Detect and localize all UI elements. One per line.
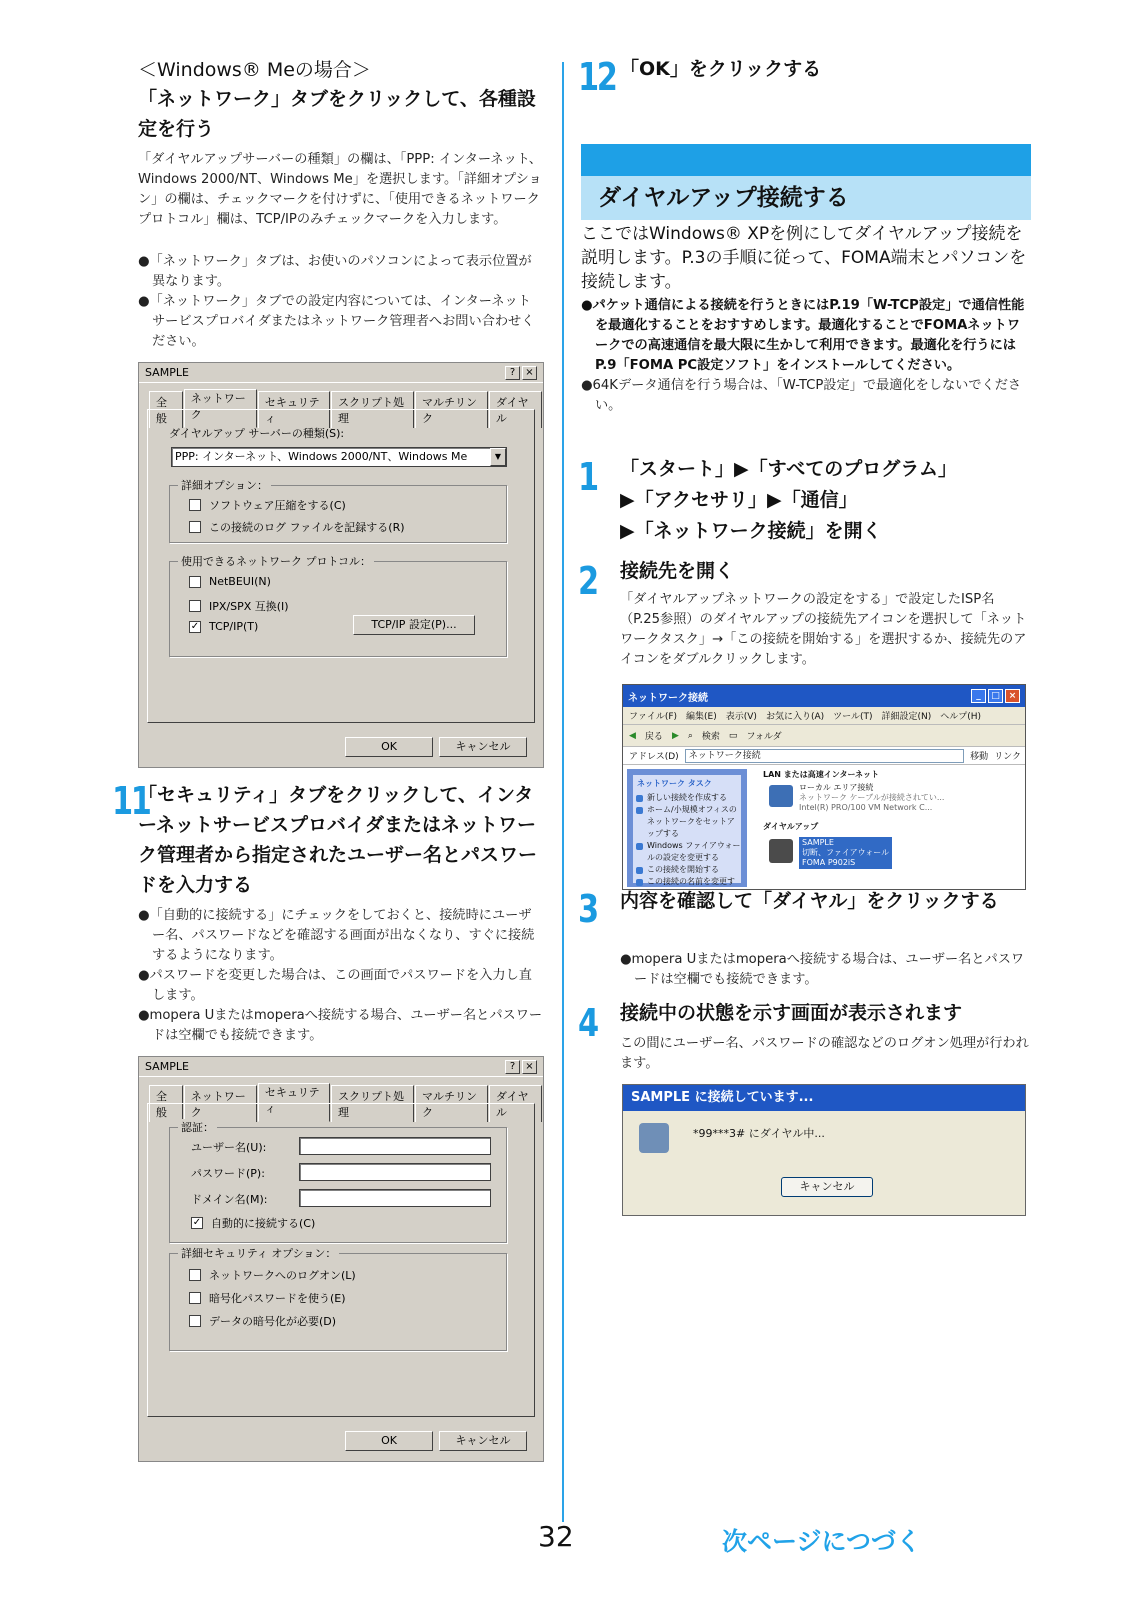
tab-script[interactable]: スクリプト処理 [331, 1085, 414, 1122]
bullet-item: ●「ネットワーク」タブでの設定内容については、インターネットサービスプロバイダまたはネットワーク管理者へお問い合わせください。 [138, 294, 535, 349]
step-number-11: 11 [112, 779, 150, 823]
step-1-line: 「スタート」▶「すべてのプログラム」 [620, 458, 958, 480]
folder-icon[interactable]: ▭ [728, 730, 738, 741]
dialing-phone-icon [639, 1123, 669, 1153]
tab-network[interactable]: ネットワーク [184, 1085, 257, 1122]
dialup-connection-name: SAMPLE [802, 838, 834, 847]
step-3-title: 内容を確認して「ダイヤル」をクリックする [620, 890, 999, 912]
section-title: ダイヤルアップ接続する [598, 185, 849, 211]
tab-multilink[interactable]: マルチリンク [415, 391, 488, 428]
dialup-connection-item[interactable] [799, 837, 892, 869]
help-icon[interactable]: ? [505, 1060, 520, 1074]
bullet-item: ●「自動的に接続する」にチェックをしておくと、接続時にユーザー名、パスワードなどを確認する画面が出なくなり、すぐに接続するようになります。 [138, 908, 535, 963]
checkbox-label: 暗号化パスワードを使う(E) [209, 1292, 346, 1305]
step-4-title: 接続中の状態を示す画面が表示されます [620, 1002, 963, 1024]
dialup-header: ダイヤルアップ [763, 822, 819, 831]
task-pane [627, 769, 747, 887]
help-icon[interactable]: ? [505, 366, 520, 380]
intro-bullet-list [581, 296, 1031, 416]
step-number-12: 12 [578, 55, 616, 99]
menu-advanced[interactable]: 詳細設定(N) [881, 712, 932, 722]
checkbox-encrypted-password[interactable] [189, 1290, 346, 1306]
address-input[interactable] [685, 749, 964, 763]
step-11-bullet-list [138, 906, 543, 1046]
me-body-text: 「ダイヤルアップサーバーの種類」の欄は、「PPP: インターネット、Windows 2000/NT、Windows Me」を選択します。「詳細オプション」の欄は、チェックマークを付けずに、「使用できるネットワークプロトコル」欄は、TCP/IPのみチェックマークを入力します。 [138, 152, 542, 227]
cancel-button[interactable]: キャンセル [439, 737, 527, 757]
username-label: ユーザー名(U): [191, 1141, 267, 1154]
bullet-item: ●mopera Uまたはmoperaへ接続する場合は、ユーザー名とパスワードは空欄でも接続できます。 [620, 952, 1025, 987]
dialog-title: SAMPLE [145, 366, 189, 379]
step-1-line: ▶「ネットワーク接続」を開く [620, 520, 882, 542]
step-number-2: 2 [578, 559, 597, 603]
bullet-item: ●パケット通信による接続を行うときにはP.19「W-TCP設定」で通信性能を最適化することをおすすめします。最適化することでFOMAネットワークでの高速通信を最大限に生かして利用できます。最適化を行うにはP.9「FOMA PC設定ソフト」をインストールしてください。 [581, 298, 1025, 373]
bullet-item: ●64Kデータ通信を行う場合は、「W-TCP設定」で最適化をしないでください。 [581, 378, 1022, 413]
cancel-button[interactable]: キャンセル [781, 1177, 873, 1197]
domain-label: ドメイン名(M): [191, 1193, 268, 1206]
close-icon[interactable]: × [1005, 689, 1020, 703]
checkbox-label: TCP/IP(T) [209, 620, 259, 633]
check-icon[interactable]: ✓ [192, 1217, 202, 1228]
menu-help[interactable]: ヘルプ(H) [940, 712, 982, 722]
connecting-dialog [622, 1084, 1026, 1216]
checkbox-log-file[interactable] [189, 519, 405, 535]
checkbox-data-encryption[interactable] [189, 1313, 336, 1329]
menu-tools[interactable]: ツール(T) [833, 712, 873, 722]
heading-network-tab: 「ネットワーク」タブをクリックして、各種設定を行う [138, 88, 536, 140]
group-label: 詳細オプション： [178, 477, 271, 493]
username-input[interactable] [299, 1137, 491, 1155]
close-icon[interactable]: × [522, 1060, 537, 1074]
checkbox-box[interactable] [189, 521, 201, 533]
toolbar [623, 725, 1025, 747]
network-tasks-box [633, 775, 741, 886]
tab-general[interactable]: 全般 [149, 1085, 183, 1122]
group-label: 認証： [178, 1119, 217, 1135]
domain-input[interactable] [299, 1189, 491, 1207]
tab-security[interactable]: セキュリティ [258, 1083, 330, 1122]
cancel-button[interactable]: キャンセル [439, 1431, 527, 1451]
tab-dial[interactable]: ダイヤル [489, 1085, 542, 1122]
checkbox-box[interactable] [189, 600, 201, 612]
checkbox-netbeui[interactable] [189, 575, 271, 588]
dialup-connection-icon[interactable] [769, 839, 793, 863]
lan-connection-status: ネットワーク ケーブルが接続されてい... [799, 793, 945, 802]
step-number-4: 4 [578, 1001, 597, 1045]
dialog-title: SAMPLE [145, 1060, 189, 1073]
dialup-connection-device: FOMA P902iS [802, 858, 856, 867]
lan-connection-icon[interactable] [769, 785, 793, 807]
check-icon[interactable]: ✓ [190, 620, 200, 632]
checkbox-auto-connect[interactable] [191, 1215, 315, 1231]
menu-view[interactable]: 表示(V) [725, 712, 757, 722]
heading-windows-me: ＜Windows® Meの場合＞ [138, 59, 371, 81]
lan-connection-device: Intel(R) PRO/100 VM Network C... [799, 803, 933, 812]
page-number: 32 [538, 1520, 574, 1553]
tab-dial[interactable]: ダイヤル [489, 391, 542, 428]
lan-connection-name: ローカル エリア接続 [799, 783, 874, 792]
bullet-item: ●mopera Uまたはmoperaへ接続する場合、ユーザー名とパスワードは空欄でも接続できます。 [138, 1008, 543, 1043]
search-icon[interactable]: ⌕ [687, 730, 693, 741]
dialup-connection-status: 切断、ファイアウォール [802, 848, 890, 857]
tab-general[interactable]: 全般 [149, 391, 183, 428]
minimize-icon[interactable]: _ [971, 689, 986, 703]
column-divider [562, 62, 564, 1522]
sample-network-dialog [138, 362, 544, 768]
go-button[interactable]: 移動 [970, 752, 989, 762]
ok-button[interactable]: OK [345, 737, 433, 757]
maximize-icon[interactable]: □ [988, 689, 1003, 703]
window-titlebar [623, 685, 1025, 707]
search-button[interactable]: 検索 [701, 732, 720, 742]
checkbox-label: ネットワークへのログオン(L) [209, 1269, 356, 1282]
dialog-title: SAMPLE に接続しています... [623, 1085, 1025, 1111]
task-link[interactable]: この接続を開始する [633, 864, 741, 876]
task-link[interactable]: この接続の名前を変更す [633, 876, 741, 890]
links-button[interactable]: リンク [994, 752, 1021, 762]
address-value: ネットワーク接続 [688, 750, 761, 761]
me-bullet-list [138, 252, 543, 352]
intro-text: ここではWindows® XPを例にしてダイヤルアップ接続を説明します。P.3の手順に従って、FOMA端末とパソコンを接続します。 [581, 224, 1027, 292]
step-3-bullet-list [620, 950, 1030, 990]
checkbox-box[interactable] [189, 1315, 201, 1327]
checkbox-label: IPX/SPX 互換(I) [209, 600, 289, 613]
checkbox-box[interactable] [189, 1292, 201, 1304]
checkbox-label: データの暗号化が必要(D) [209, 1315, 337, 1328]
dialog-titlebar [139, 363, 543, 383]
tab-network[interactable]: ネットワーク [184, 389, 257, 428]
step-12-title: 「OK」をクリックする [620, 58, 822, 80]
server-type-value: PPP: インターネット、Windows 2000/NT、Windows Me [175, 450, 468, 463]
checkbox-box[interactable] [189, 576, 201, 588]
dialog-titlebar [139, 1057, 543, 1077]
address-bar [623, 747, 1025, 765]
ok-button[interactable]: OK [345, 1431, 433, 1451]
step-11-title: 「セキュリティ」タブをクリックして、インターネットサービスプロバイダまたはネットワーク管理者から指定されたユーザー名とパスワードを入力する [138, 784, 538, 896]
task-link[interactable]: Windows ファイアウォールの設定を変更する [633, 840, 741, 864]
task-link[interactable]: ホーム/小規模オフィスのネットワークをセットアップする [633, 804, 741, 840]
menu-file[interactable]: ファイル(F) [629, 712, 678, 722]
step-number-1: 1 [578, 455, 597, 499]
tab-script[interactable]: スクリプト処理 [331, 391, 414, 428]
server-type-label: ダイヤルアップ サーバーの種類(S): [169, 427, 345, 440]
close-icon[interactable]: × [522, 366, 537, 380]
lan-header: LAN または高速インターネット [763, 770, 880, 779]
tcpip-settings-button[interactable]: TCP/IP 設定(P)... [353, 615, 475, 635]
password-input[interactable] [299, 1163, 491, 1181]
menu-edit[interactable]: 編集(E) [686, 712, 717, 722]
task-link[interactable]: 新しい接続を作成する [633, 792, 741, 804]
checkbox-box[interactable] [189, 499, 201, 511]
network-connections-window [622, 684, 1026, 890]
checkbox-software-compression[interactable] [189, 497, 346, 513]
step-1-title [620, 454, 1040, 547]
checkbox-label: この接続のログ ファイルを記録する(R) [209, 521, 405, 534]
lan-connection-item[interactable] [799, 783, 944, 813]
step-number-3: 3 [578, 887, 597, 931]
sample-security-dialog [138, 1056, 544, 1462]
dialing-status: *99***3# にダイヤル中... [693, 1127, 825, 1140]
forward-icon[interactable]: ▶ [671, 730, 679, 741]
checkbox-tcpip[interactable] [189, 620, 258, 633]
back-icon[interactable]: ◀ [629, 730, 636, 741]
network-tasks-title: ネットワーク タスク [637, 779, 712, 788]
menu-favorites[interactable]: お気に入り(A) [765, 712, 825, 722]
bullet-item: ●パスワードを変更した場合は、この画面でパスワードを入力し直します。 [138, 968, 532, 1003]
step-1-line: ▶「アクセサリ」▶「通信」 [620, 489, 858, 511]
server-type-select[interactable] [171, 447, 507, 467]
address-label: アドレス(D) [629, 752, 679, 762]
checkbox-box[interactable] [189, 1269, 201, 1281]
checkbox-ipx-spx[interactable] [189, 598, 289, 614]
folders-button[interactable]: フォルダ [746, 732, 782, 742]
checkbox-label: ソフトウェア圧縮をする(C) [209, 499, 346, 512]
password-label: パスワード(P): [191, 1167, 265, 1180]
menu-bar [623, 707, 1025, 725]
back-button[interactable]: 戻る [644, 732, 663, 742]
tab-security[interactable]: セキュリティ [258, 391, 330, 428]
window-title: ネットワーク接続 [628, 692, 708, 704]
section-header-bar [581, 144, 1031, 176]
group-label: 使用できるネットワーク プロトコル： [178, 553, 374, 569]
chevron-down-icon[interactable]: ▼ [490, 448, 506, 466]
group-label: 詳細セキュリティ オプション： [178, 1245, 339, 1261]
step-4-body: この間にユーザー名、パスワードの確認などのログオン処理が行われます。 [620, 1036, 1029, 1071]
step-2-body: 「ダイヤルアップネットワークの設定をする」で設定したISP名（P.25参照）のダイヤルアップの接続先アイコンを選択して「ネットワークタスク」→「この接続を開始する」を選択するか、接続先のアイコンをダブルクリックします。 [620, 592, 1027, 667]
checkbox-label: NetBEUI(N) [209, 575, 271, 588]
checkbox-network-logon[interactable] [189, 1267, 356, 1283]
bullet-item: ●「ネットワーク」タブは、お使いのパソコンによって表示位置が異なります。 [138, 254, 532, 289]
step-2-title: 接続先を開く [620, 560, 735, 582]
continue-next-page: 次ページにつづく [722, 1527, 922, 1556]
tab-multilink[interactable]: マルチリンク [415, 1085, 488, 1122]
checkbox-label: 自動的に接続する(C) [211, 1217, 316, 1230]
